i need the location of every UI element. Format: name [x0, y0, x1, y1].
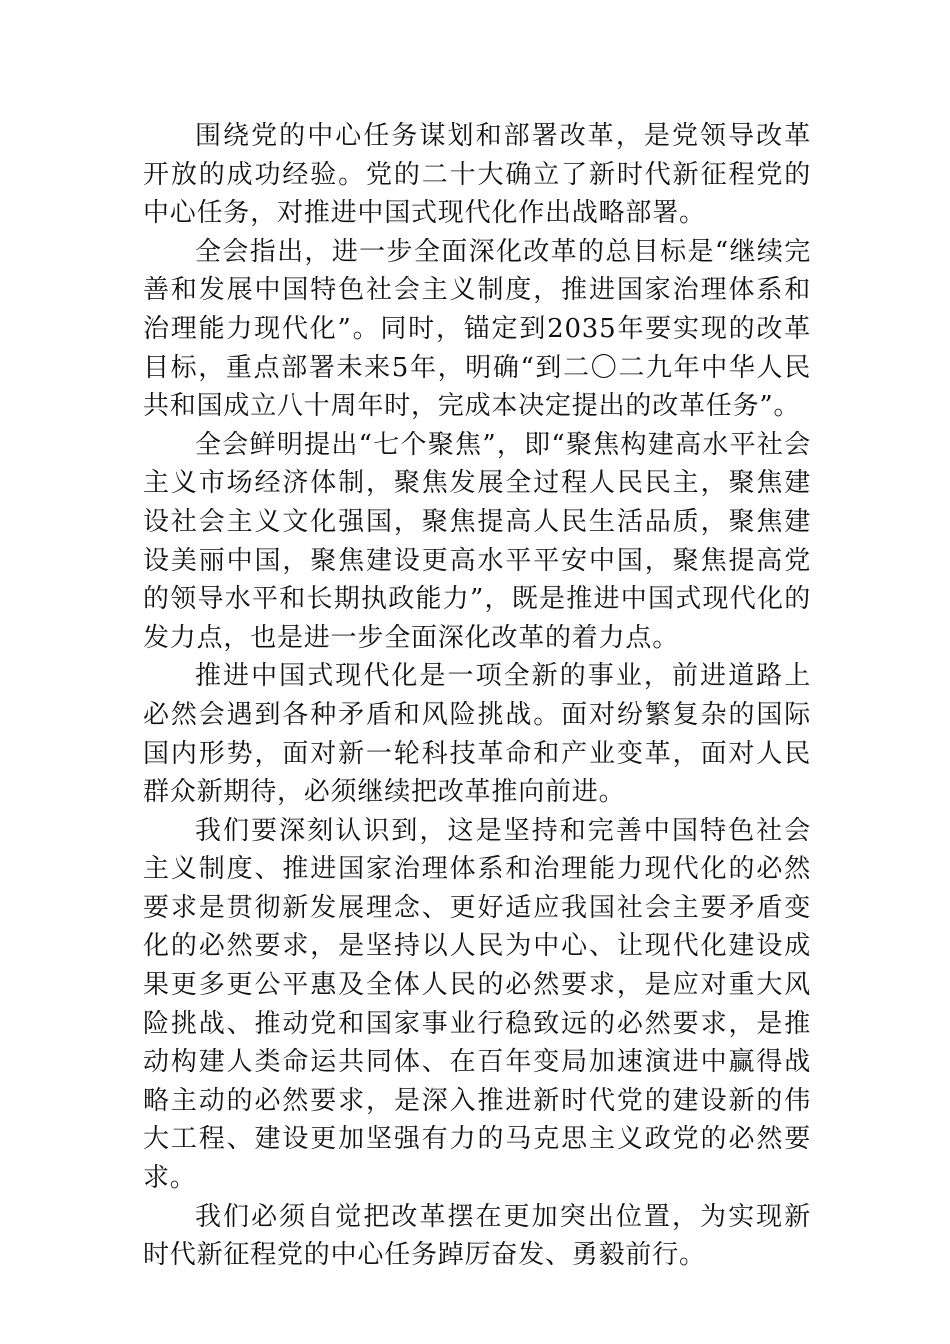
paragraph-6: 我们必须自觉把改革摆在更加突出位置，为实现新时代新征程党的中心任务踔厉奋发、勇毅前行。: [143, 1201, 811, 1271]
document-body: [143, 117, 811, 1275]
paragraph-1: 围绕党的中心任务谋划和部署改革，是党领导改革开放的成功经验。党的二十大确立了新时代新征程党的中心任务，对推进中国式现代化作出战略部署。: [143, 121, 811, 229]
paragraph-4: 推进中国式现代化是一项全新的事业，前进道路上必然会遇到各种矛盾和风险挑战。面对纷繁复杂的国际国内形势，面对新一轮科技革命和产业变革，面对人民群众新期待，必须继续把改革推向前进。: [143, 661, 811, 808]
paragraph-2: 全会指出，进一步全面深化改革的总目标是“继续完善和发展中国特色社会主义制度，推进国家治理体系和治理能力现代化”。同时，锚定到2035年要实现的改革目标，重点部署未来5年，明确“到二〇二九年中华人民共和国成立八十周年时，完成本决定提出的改革任务”。: [143, 236, 811, 422]
paragraph-5: 我们要深刻认识到，这是坚持和完善中国特色社会主义制度、推进国家治理体系和治理能力现代化的必然要求是贯彻新发展理念、更好适应我国社会主要矛盾变化的必然要求，是坚持以人民为中心、让现代化建设成果更多更公平惠及全体人民的必然要求，是应对重大风险挑战、推动党和国家事业行稳致远的必然要求，是推动构建人类命运共同体、在百年变局加速演进中赢得战略主动的必然要求，是深入推进新时代党的建设新的伟大工程、建设更加坚强有力的马克思主义政党的必然要求。: [143, 815, 811, 1194]
paragraph-3: 全会鲜明提出“七个聚焦”，即“聚焦构建高水平社会主义市场经济体制，聚焦发展全过程人民民主，聚焦建设社会主义文化强国，聚焦提高人民生活品质，聚焦建设美丽中国，聚焦建设更高水平平安中国，聚焦提高党的领导水平和长期执政能力”，既是推进中国式现代化的发力点，也是进一步全面深化改革的着力点。: [143, 429, 811, 653]
